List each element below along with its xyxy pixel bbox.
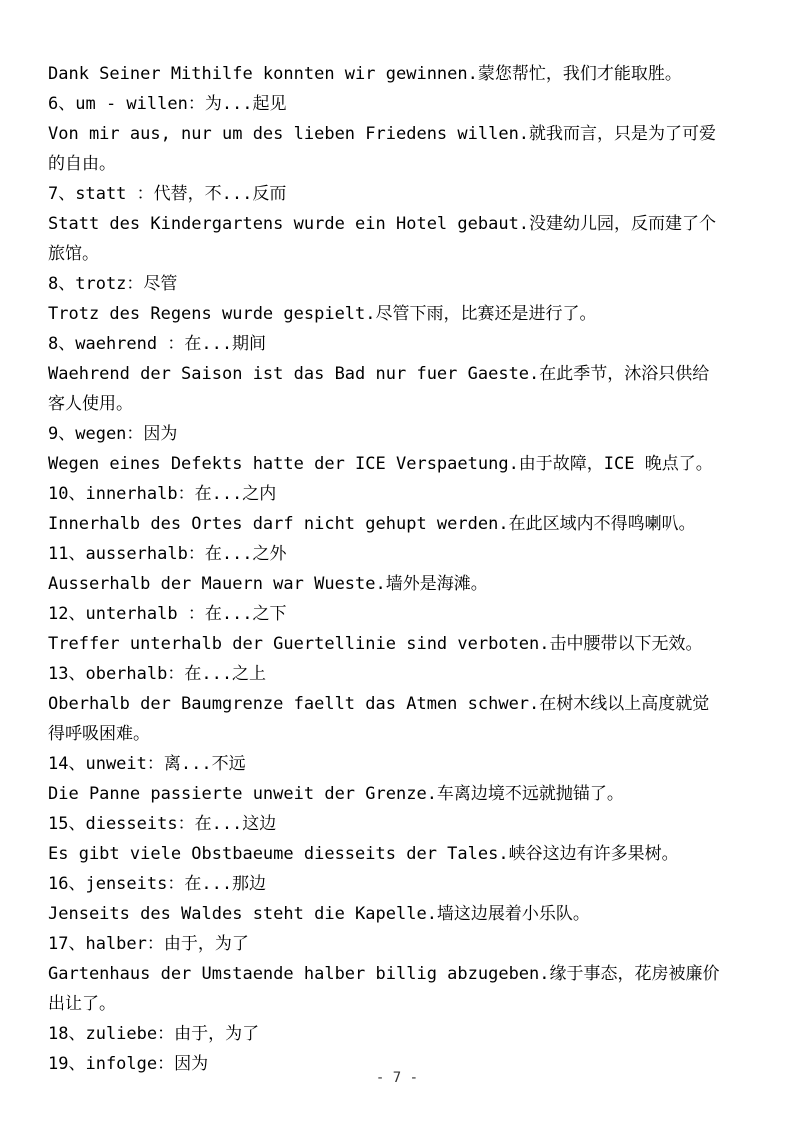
text-line: Oberhalb der Baumgrenze faellt das Atmen schwer.在树木线以上高度就觉: [48, 694, 710, 714]
text-line: Innerhalb des Ortes darf nicht gehupt werden.在此区域内不得鸣喇叭。: [48, 514, 696, 534]
text-line: 得呼吸困难。: [48, 724, 150, 744]
text-line: Statt des Kindergartens wurde ein Hotel gebaut.没建幼儿园，反而建了个: [48, 214, 717, 234]
text-line: Treffer unterhalb der Guertellinie sind verboten.击中腰带以下无效。: [48, 634, 703, 654]
text-line: 18、zuliebe：由于，为了: [48, 1024, 260, 1044]
text-line: 11、ausserhalb：在...之外: [48, 544, 287, 564]
text-line: Dank Seiner Mithilfe konnten wir gewinnen.蒙您帮忙，我们才能取胜。: [48, 64, 682, 84]
text-line: Jenseits des Waldes steht die Kapelle.墙这边展着小乐队。: [48, 904, 590, 924]
text-line: 8、waehrend ：在...期间: [48, 334, 267, 354]
text-line: 的自由。: [48, 154, 116, 174]
text-line: 19、infolge：因为: [48, 1054, 209, 1074]
text-line: 14、unweit：离...不远: [48, 754, 246, 774]
page-number: - 7 -: [375, 1070, 419, 1086]
text-line: 出让了。: [48, 994, 116, 1014]
text-line: 客人使用。: [48, 394, 133, 414]
text-line: 13、oberhalb：在...之上: [48, 664, 267, 684]
text-line: 17、halber：由于，为了: [48, 934, 249, 954]
text-line: 旅馆。: [48, 244, 99, 264]
text-line: 8、trotz：尽管: [48, 274, 178, 294]
text-line: Gartenhaus der Umstaende halber billig abzugeben.缘于事态，花房被廉价: [48, 964, 720, 984]
text-line: 6、um - willen：为...起见: [48, 94, 287, 114]
text-line: 7、statt ：代替，不...反而: [48, 184, 287, 204]
text-line: Es gibt viele Obstbaeume diesseits der Tales.峡谷这边有许多果树。: [48, 844, 679, 864]
text-line: Die Panne passierte unweit der Grenze.车离边境不远就抛锚了。: [48, 784, 624, 804]
text-line: Waehrend der Saison ist das Bad nur fuer Gaeste.在此季节，沐浴只供给: [48, 364, 710, 384]
text-line: Von mir aus, nur um des lieben Friedens willen.就我而言，只是为了可爱: [48, 124, 717, 144]
text-line: 9、wegen：因为: [48, 424, 178, 444]
text-line: Trotz des Regens wurde gespielt.尽管下雨，比赛还是进行了。: [48, 304, 597, 324]
text-line: 16、jenseits：在...那边: [48, 874, 267, 894]
text-line: Ausserhalb der Mauern war Wueste.墙外是海滩。: [48, 574, 488, 594]
text-line: Wegen eines Defekts hatte der ICE Verspaetung.由于故障，ICE 晚点了。: [48, 454, 713, 474]
page-body: [48, 59, 748, 1079]
text-line: 12、unterhalb ：在...之下: [48, 604, 287, 624]
text-line: 15、diesseits：在...这边: [48, 814, 277, 834]
text-line: 10、innerhalb：在...之内: [48, 484, 277, 504]
